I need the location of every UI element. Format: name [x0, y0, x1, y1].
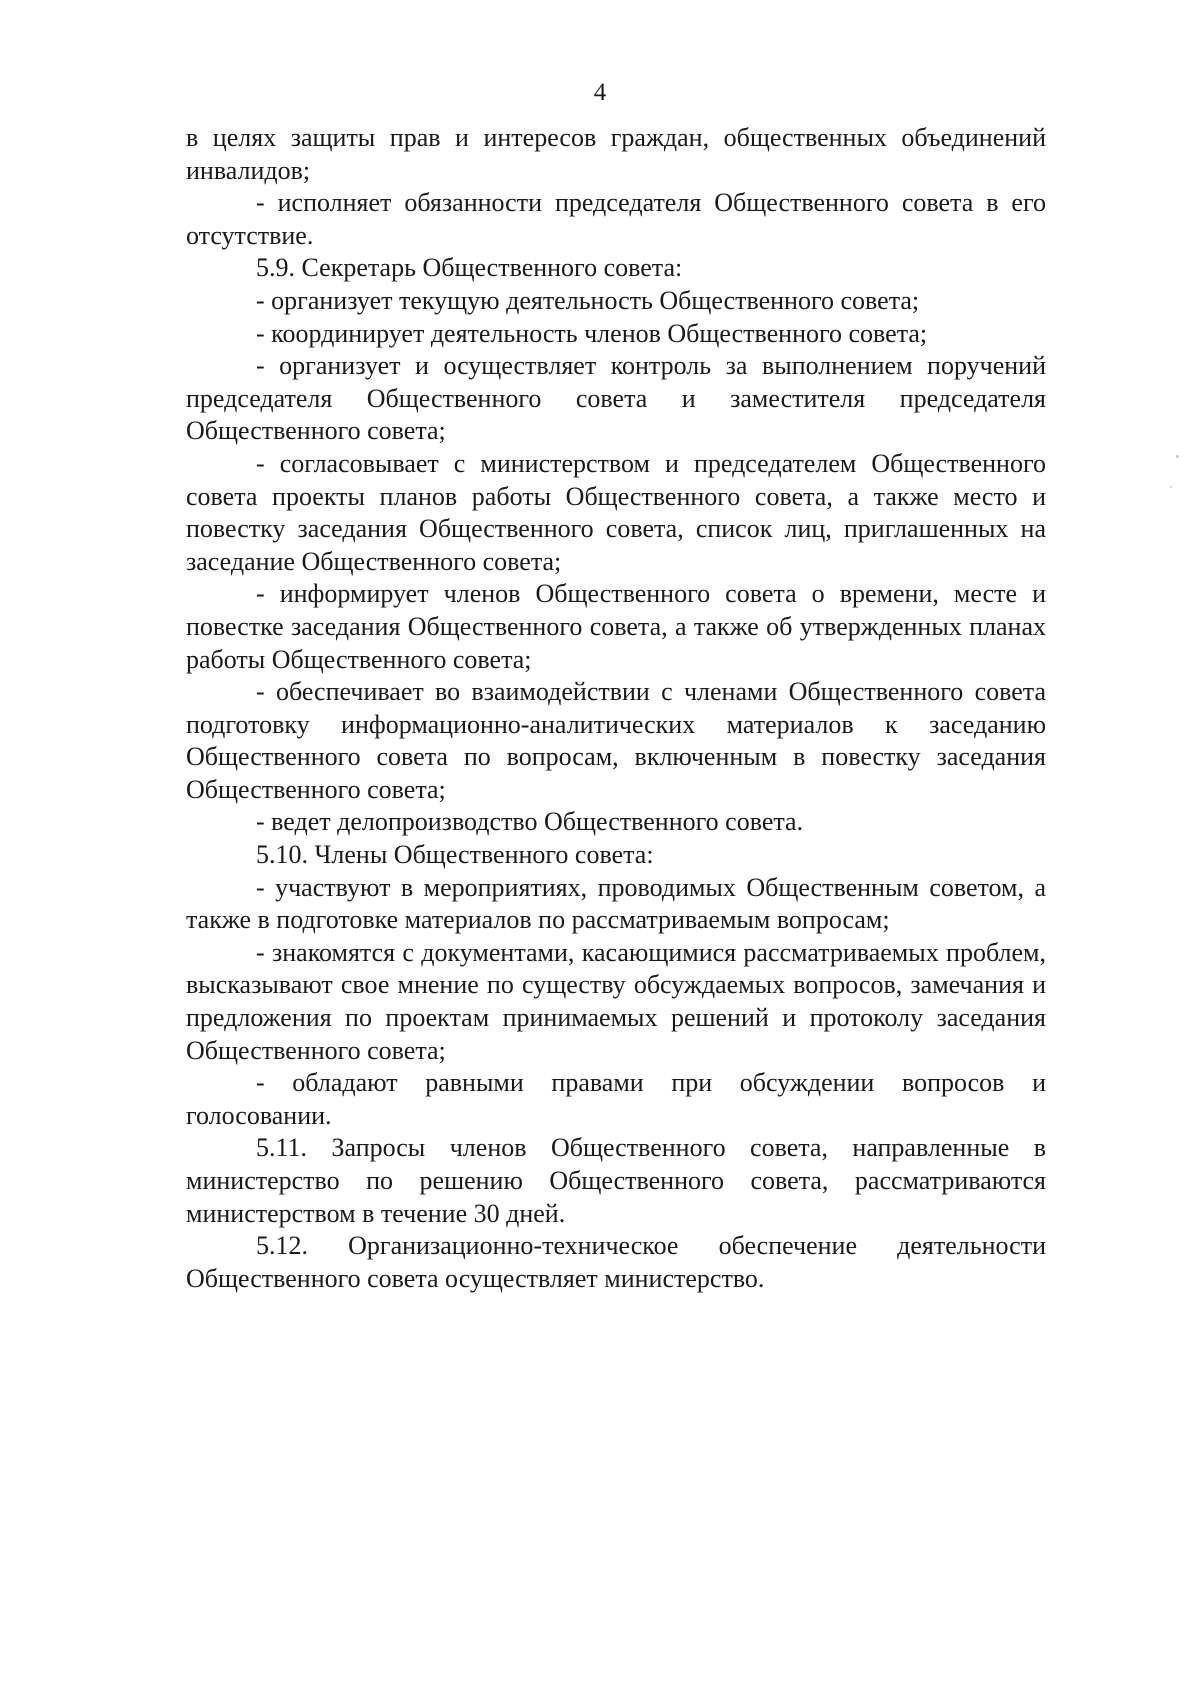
- list-item-members: - участвуют в мероприятиях, проводимых Общественным советом, а также в подготовке материалов по рассматриваемым вопросам;: [186, 872, 1046, 935]
- list-item-members: - обладают равными правами при обсуждении вопросов и голосовании.: [186, 1068, 1046, 1130]
- list-item-secretary: - информирует членов Общественного совета о времени, месте и повестке заседания Общественного совета, а также об утвержденных планах работы Общественного совета;: [186, 579, 1046, 674]
- section-heading-5-9: 5.9. Секретарь Общественного совета:: [256, 253, 683, 283]
- paragraph-intro-continuation: в целях защиты прав и интересов граждан, общественных объединений инвалидов;: [186, 123, 1046, 185]
- section-heading-5-10: 5.10. Члены Общественного совета:: [256, 840, 654, 870]
- scan-speck: [1170, 486, 1172, 488]
- scan-speck: [1176, 455, 1179, 458]
- list-item-secretary: - согласовывает с министерством и председателем Общественного совета проекты планов работы Общественного совета, а также место и повестку заседания Общественного совета, список лиц, приглашенных на заседание Общественного совета;: [186, 448, 1046, 576]
- list-item-secretary: - координирует деятельность членов Общественного совета;: [256, 318, 928, 348]
- list-item-secretary: - ведет делопроизводство Общественного совета.: [256, 807, 804, 837]
- list-item-secretary: - организует и осуществляет контроль за выполнением поручений председателя Общественного совета и заместителя председателя Общественного совета;: [186, 351, 1046, 446]
- section-5-12: 5.12. Организационно-техническое обеспечение деятельности Общественного совета осуществляет министерство.: [186, 1231, 1046, 1293]
- list-item-secretary: - организует текущую деятельность Общественного совета;: [256, 285, 920, 315]
- list-item-members: - знакомятся с документами, касающимися рассматриваемых проблем, высказывают свое мнение по существу обсуждаемых вопросов, замечания и предложения по проектам принимаемых решений и протоколу заседания Общественного совета;: [186, 937, 1046, 1065]
- paragraph-deputy-duties: - исполняет обязанности председателя Общественного совета в его отсутствие.: [186, 188, 1046, 250]
- document-body: [186, 122, 1046, 1295]
- list-item-secretary: - обеспечивает во взаимодействии с членами Общественного совета подготовку информационно-аналитических материалов к заседанию Общественного совета по вопросам, включенным в повестку заседания Общественного совета;: [186, 677, 1046, 804]
- page-number: 4: [593, 79, 607, 106]
- section-5-11: 5.11. Запросы членов Общественного совета, направленные в министерство по решению Общественного совета, рассматриваются министерством в течение 30 дней.: [186, 1133, 1046, 1228]
